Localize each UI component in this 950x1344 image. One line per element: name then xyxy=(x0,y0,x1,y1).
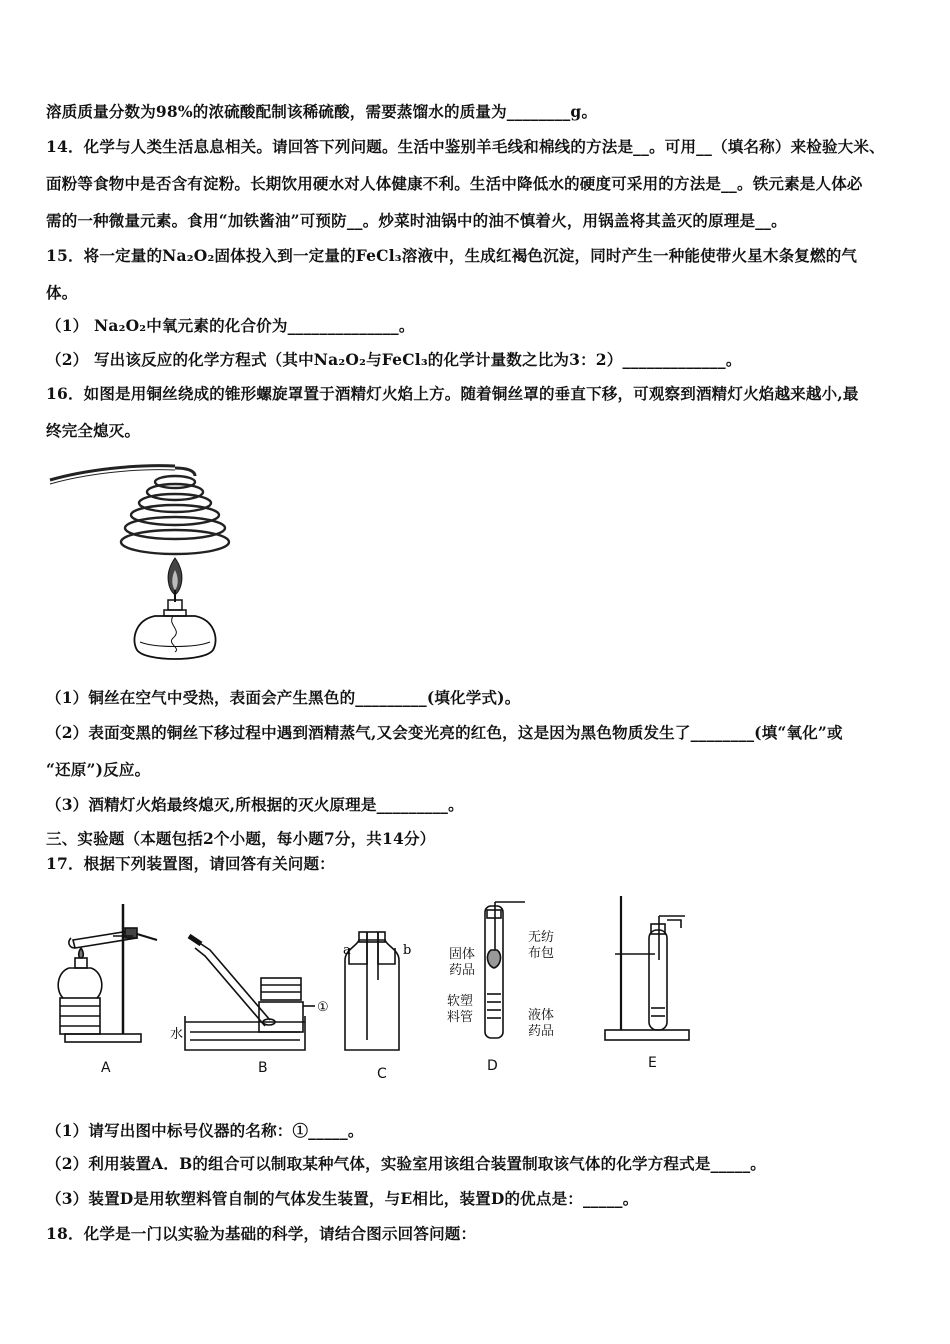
text-line-8: （2） 写出该反应的化学方程式（其中Na₂O₂与FeCl₃的化学计量数之比为3：2）_____________。 xyxy=(46,350,742,369)
text-line-3: 面粉等食物中是否含有淀粉。长期饮用硬水对人体健康不利。生活中降低水的硬度可采用的方法是__。铁元素是人体必 xyxy=(46,174,863,193)
copper-coil-lamp-figure xyxy=(45,450,235,668)
text-line-11: （1）铜丝在空气中受热，表面会产生黑色的_________(填化学式)。 xyxy=(46,688,521,707)
b-label-marker: ① xyxy=(317,1000,329,1015)
text-line-13: “还原”)反应。 xyxy=(46,760,151,779)
caption-a: A xyxy=(101,1060,111,1076)
d-label-solid xyxy=(449,947,475,979)
d-label-tube-1: 软塑 xyxy=(447,994,474,1009)
text-line-2: 14．化学与人类生活息息相关。请回答下列问题。生活中鉴别羊毛线和棉线的方法是__。可用__（填名称）来检验大米、 xyxy=(46,137,885,156)
d-label-liquid-1: 液体 xyxy=(528,1008,555,1023)
text-line-12: （2）表面变黑的铜丝下移过程中遇到酒精蒸气,又会变光亮的红色，这是因为黑色物质发生了________(填“氧化”或 xyxy=(46,723,843,742)
text-line-4: 需的一种微量元素。食用“加铁酱油”可预防__。炒菜时油锅中的油不慎着火，用锅盖将其盖灭的原理是__。 xyxy=(46,211,787,230)
apparatus-d xyxy=(485,902,525,1038)
d-label-bag-1: 无纺 xyxy=(528,930,555,945)
apparatus-figure xyxy=(55,890,705,1090)
text-line-6: 体。 xyxy=(46,283,78,302)
text-line-17: （1）请写出图中标号仪器的名称：①_____。 xyxy=(46,1121,364,1140)
c-label-a: a xyxy=(343,943,351,958)
caption-d: D xyxy=(487,1058,498,1074)
text-line-20: 18．化学是一门以实验为基础的科学，请结合图示回答问题： xyxy=(46,1224,477,1243)
text-line-5: 15．将一定量的Na₂O₂固体投入到一定量的FeCl₃溶液中，生成红褐色沉淀，同时产生一种能使带火星木条复燃的气 xyxy=(46,246,858,265)
caption-c: C xyxy=(377,1066,387,1082)
text-line-7: （1） Na₂O₂中氧元素的化合价为______________。 xyxy=(46,316,415,335)
caption-b: B xyxy=(258,1060,268,1076)
d-label-tube xyxy=(447,994,473,1026)
d-label-liquid xyxy=(528,1008,554,1040)
c-label-b: b xyxy=(403,943,412,958)
d-label-solid-1: 固体 xyxy=(449,947,476,962)
text-line-14: （3）酒精灯火焰最终熄灭,所根据的灭火原理是_________。 xyxy=(46,795,464,814)
apparatus-a xyxy=(58,904,157,1042)
text-line-9: 16．如图是用铜丝绕成的锥形螺旋罩置于酒精灯火焰上方。随着铜丝罩的垂直下移，可观察到酒精灯火焰越来越小,最 xyxy=(46,384,859,403)
apparatus-b xyxy=(185,936,315,1050)
text-line-18: （2）利用装置A．B的组合可以制取某种气体，实验室用该组合装置制取该气体的化学方程式是_____。 xyxy=(46,1154,766,1173)
d-label-liquid-2: 药品 xyxy=(528,1024,555,1039)
d-label-solid-2: 药品 xyxy=(449,963,476,978)
b-label-water: 水 xyxy=(169,1027,183,1042)
text-line-10: 终完全熄灭。 xyxy=(46,421,141,440)
d-label-tube-2: 料管 xyxy=(447,1010,474,1025)
d-label-bag-2: 布包 xyxy=(528,946,555,961)
caption-e: E xyxy=(648,1055,657,1071)
apparatus-c xyxy=(345,932,399,1050)
text-line-19: （3）装置D是用软塑料管自制的气体发生装置，与E相比，装置D的优点是：_____。 xyxy=(46,1189,639,1208)
text-line-16: 17．根据下列装置图，请回答有关问题： xyxy=(46,854,335,873)
text-line-1: 溶质质量分数为98%的浓硫酸配制该稀硫酸，需要蒸馏水的质量为________g。 xyxy=(46,102,598,121)
text-line-15: 三、实验题（本题包括2个小题，每小题7分，共14分） xyxy=(46,829,436,848)
apparatus-e xyxy=(605,896,689,1040)
d-label-bag xyxy=(528,930,554,962)
